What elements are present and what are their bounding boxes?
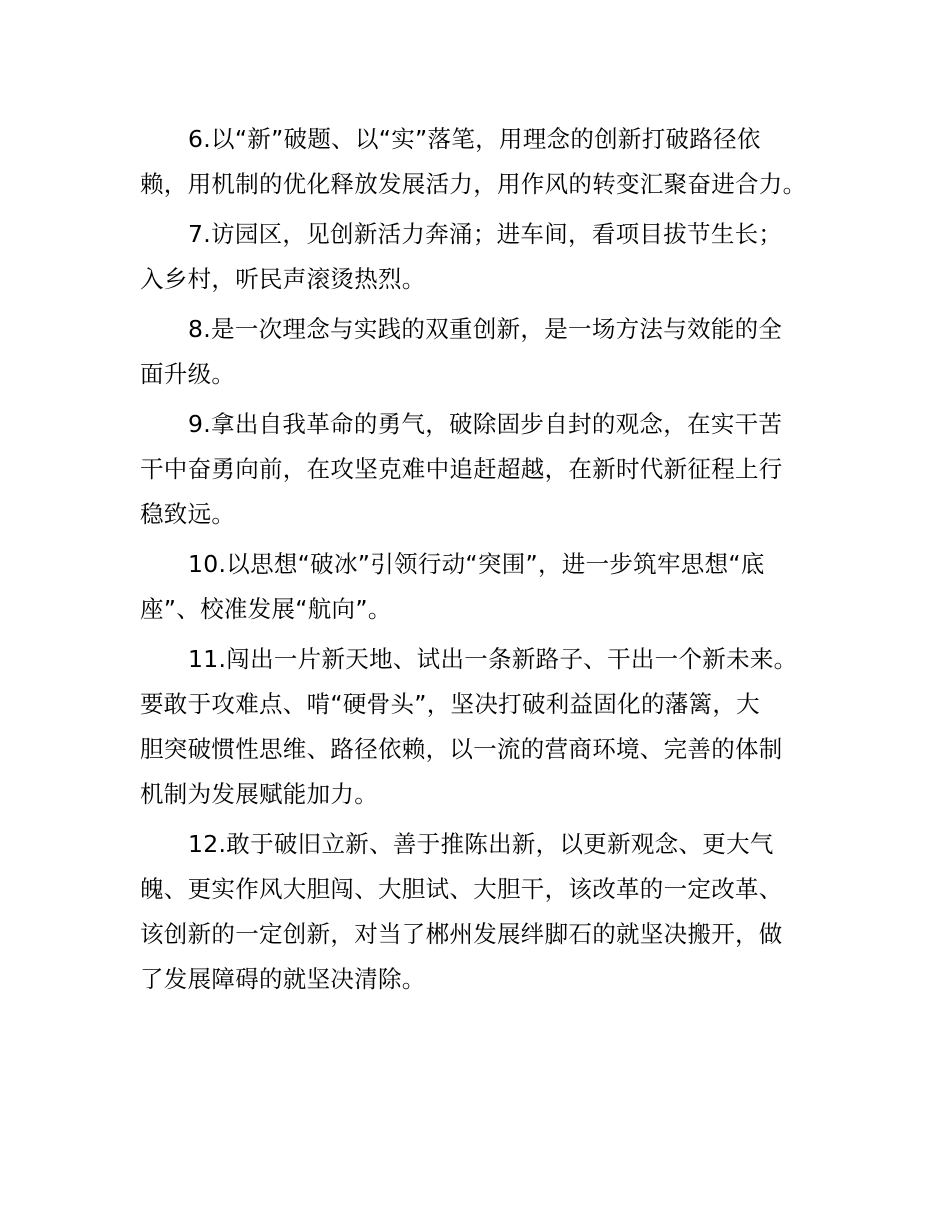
paragraph-6: 6.以“新”破题、以“实”落笔，用理念的创新打破路径依 赖，用机制的优化释放发展活力，用作风的转变汇聚奋进合力。 bbox=[140, 125, 807, 198]
document-body bbox=[140, 117, 812, 1007]
paragraph-7: 7.访园区，见创新活力奔涌；进车间，看项目拔节生长； 入乡村，听民声滚烫热烈。 bbox=[140, 220, 783, 293]
paragraph-12: 12.敢于破旧立新、善于推陈出新，以更新观念、更大气 魄、更实作风大胆闯、大胆试、大胆干，该改革的一定改革、 该创新的一定创新，对当了郴州发展绊脚石的就坚决搬开，做 了发展障碍的就坚决清除。 bbox=[140, 830, 783, 993]
paragraph-8: 8.是一次理念与实践的双重创新，是一场方法与效能的全 面升级。 bbox=[140, 315, 783, 388]
paragraph-10: 10.以思想“破冰”引领行动“突围”，进一步筑牢思想“底 座”、校准发展“航向”。 bbox=[140, 550, 765, 623]
paragraph-11: 11.闯出一片新天地、试出一条新路子、干出一个新未来。 要敢于攻难点、啃“硬骨头”，坚决打破利益固化的藩篱，大 胆突破惯性思维、路径依赖，以一流的营商环境、完善的体制 机制为发展赋能加力。 bbox=[140, 645, 798, 808]
paragraph-9: 9.拿出自我革命的勇气，破除固步自封的观念，在实干苦 干中奋勇向前，在攻坚克难中追赶超越，在新时代新征程上行 稳致远。 bbox=[140, 410, 783, 528]
